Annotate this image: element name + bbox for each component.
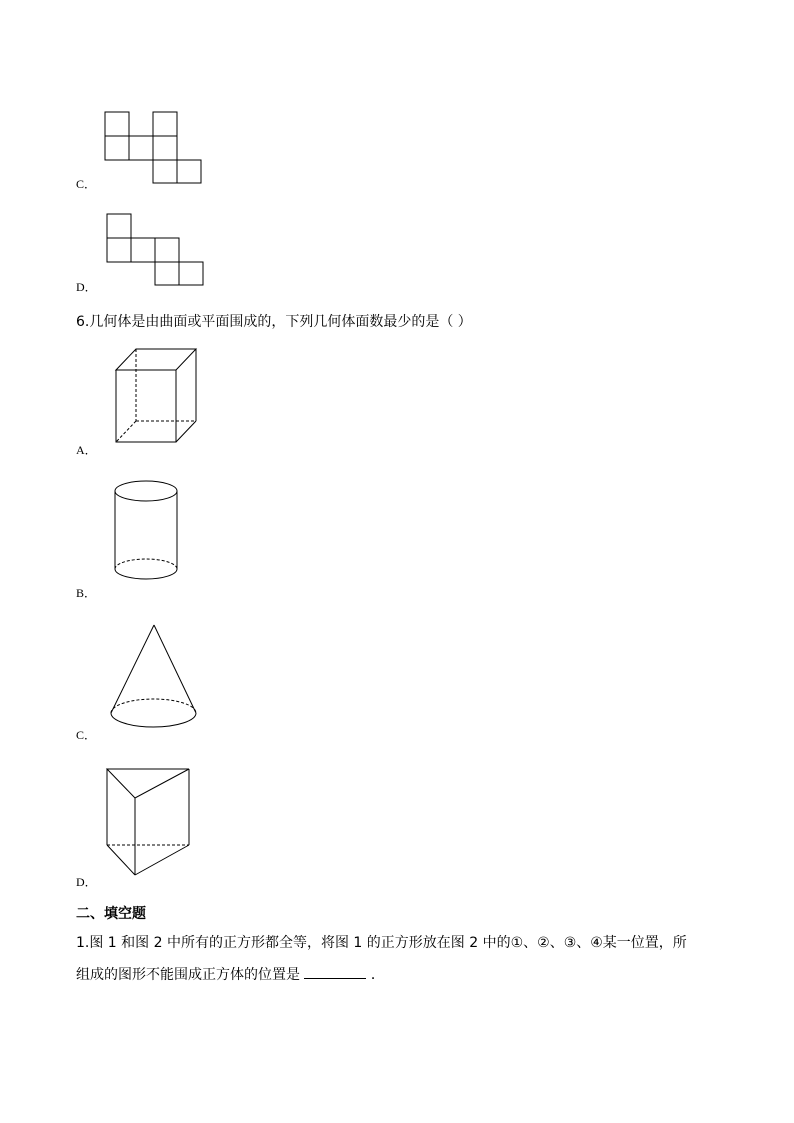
fill-question-1-text: 组成的图形不能围成正方体的位置是 [76, 967, 300, 983]
option-c-label: C． [76, 728, 97, 742]
option-c-label-prev: C． [76, 177, 97, 191]
fill-question-1-period: ． [370, 967, 385, 983]
option-b-label: B． [76, 586, 97, 600]
answer-blank[interactable] [304, 964, 366, 979]
option-d-label-prev: D． [76, 280, 97, 294]
fill-question-1-line-1: 1.图 1 和图 2 中所有的正方形都全等，将图 1 的正方形放在图 2 中的①、②、③、④某一位置，所 [76, 935, 687, 951]
option-a-label: A． [76, 443, 97, 457]
section-title-fill-in: 二、填空题 [76, 906, 146, 922]
fill-question-1-line-2 [76, 962, 385, 988]
option-d-label: D． [76, 875, 97, 889]
question-6-text: 6.几何体是由曲面或平面围成的，下列几何体面数最少的是（ ） [76, 314, 472, 330]
